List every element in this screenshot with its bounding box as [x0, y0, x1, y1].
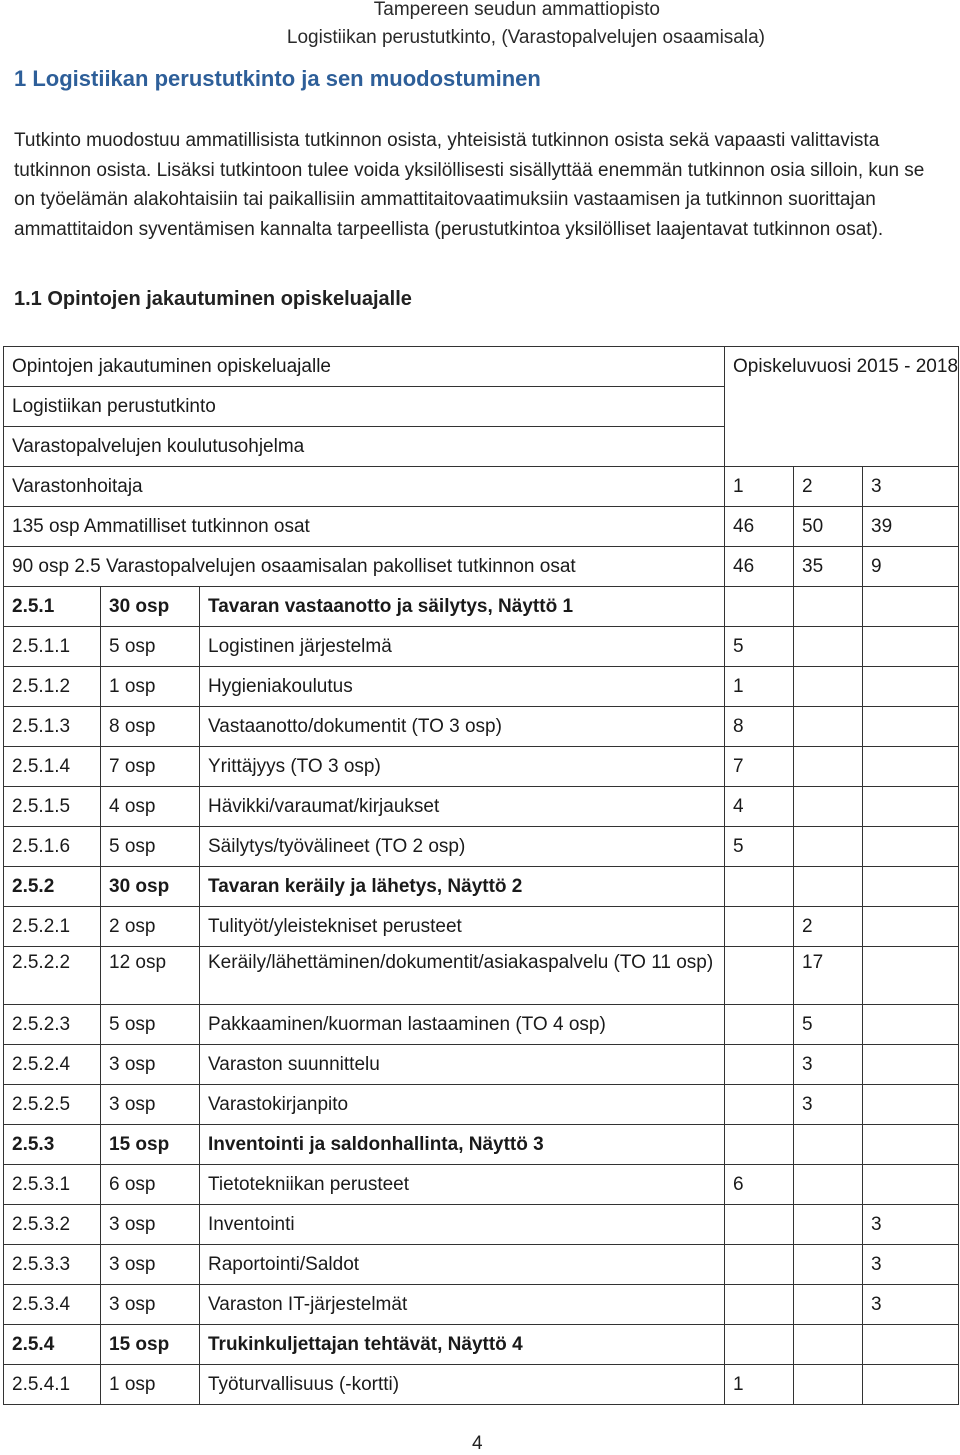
module-credits: 2 osp	[101, 907, 200, 947]
year1-value	[725, 1085, 794, 1125]
year2-value	[794, 1165, 863, 1205]
year1-value	[725, 587, 794, 627]
section-heading: 1 Logistiikan perustutkinto ja sen muodostuminen	[14, 66, 541, 91]
year3-value: 3	[863, 1245, 959, 1285]
year2-value	[794, 1365, 863, 1405]
year3-value	[863, 787, 959, 827]
year1-value	[725, 1325, 794, 1365]
table-row	[4, 907, 959, 947]
module-name: Varastokirjanpito	[200, 1085, 725, 1125]
module-name: Tulityöt/yleistekniset perusteet	[200, 907, 725, 947]
degree-label: Logistiikan perustutkinto	[4, 387, 725, 427]
module-credits: 3 osp	[101, 1285, 200, 1325]
module-credits: 30 osp	[101, 867, 200, 907]
year1-value: 46	[725, 547, 794, 587]
year1-value: 5	[725, 627, 794, 667]
table-row	[4, 1085, 959, 1125]
module-code: 2.5.3.3	[4, 1245, 101, 1285]
year1-value: 8	[725, 707, 794, 747]
module-code: 2.5.2.5	[4, 1085, 101, 1125]
year2-value	[794, 867, 863, 907]
module-code: 2.5.1	[4, 587, 101, 627]
table-row	[4, 947, 959, 1005]
year3-value	[863, 827, 959, 867]
table-row	[4, 587, 959, 627]
module-code: 2.5.4.1	[4, 1365, 101, 1405]
year2-value	[794, 627, 863, 667]
year2-value: 17	[794, 947, 863, 1005]
table-row	[4, 827, 959, 867]
year2-value: 50	[794, 507, 863, 547]
year-3: 3	[863, 467, 959, 507]
table-row	[4, 747, 959, 787]
module-code: 2.5.1.2	[4, 667, 101, 707]
module-code: 2.5.1.3	[4, 707, 101, 747]
module-name: Trukinkuljettajan tehtävät, Näyttö 4	[200, 1325, 725, 1365]
program-label: Varastopalvelujen koulutusohjelma	[4, 427, 725, 467]
year1-value: 5	[725, 827, 794, 867]
year1-value	[725, 1245, 794, 1285]
year3-value	[863, 1045, 959, 1085]
module-credits: 3 osp	[101, 1245, 200, 1285]
year1-value	[725, 1205, 794, 1245]
table-row	[4, 1045, 959, 1085]
year3-value	[863, 1005, 959, 1045]
year2-value	[794, 587, 863, 627]
table-row	[4, 1325, 959, 1365]
module-name: Yrittäjyys (TO 3 osp)	[200, 747, 725, 787]
module-name: Raportointi/Saldot	[200, 1245, 725, 1285]
year3-value	[863, 587, 959, 627]
module-code: 2.5.1.4	[4, 747, 101, 787]
module-name: Inventointi	[200, 1205, 725, 1245]
header-institution: Tampereen seudun ammattiopisto	[373, 0, 660, 20]
module-code: 2.5.3	[4, 1125, 101, 1165]
year2-value	[794, 1125, 863, 1165]
study-year-label: Opiskeluvuosi 2015 - 2018	[725, 347, 959, 467]
year1-value: 1	[725, 1365, 794, 1405]
module-name: Keräily/lähettäminen/dokumentit/asiakaspalvelu (TO 11 osp)	[200, 947, 725, 1005]
year2-value: 5	[794, 1005, 863, 1045]
module-name: Hävikki/varaumat/kirjaukset	[200, 787, 725, 827]
year2-value: 3	[794, 1085, 863, 1125]
year2-value	[794, 667, 863, 707]
year3-value	[863, 947, 959, 1005]
module-credits: 3 osp	[101, 1085, 200, 1125]
year3-value: 9	[863, 547, 959, 587]
summary-label: 90 osp 2.5 Varastopalvelujen osaamisalan pakolliset tutkinnon osat	[4, 547, 725, 587]
page-number: 4	[472, 1433, 483, 1454]
module-name: Tavaran keräily ja lähetys, Näyttö 2	[200, 867, 725, 907]
header-degree: Logistiikan perustutkinto, (Varastopalvelujen osaamisala)	[286, 27, 765, 48]
year3-value	[863, 1125, 959, 1165]
table-row	[4, 867, 959, 907]
year1-value: 46	[725, 507, 794, 547]
module-name: Vastaanotto/dokumentit (TO 3 osp)	[200, 707, 725, 747]
module-name: Varaston IT-järjestelmät	[200, 1285, 725, 1325]
module-credits: 8 osp	[101, 707, 200, 747]
module-code: 2.5.2	[4, 867, 101, 907]
summary-label: 135 osp Ammatilliset tutkinnon osat	[4, 507, 725, 547]
table-head-row	[4, 347, 959, 387]
module-name: Hygieniakoulutus	[200, 667, 725, 707]
year2-value: 2	[794, 907, 863, 947]
table-row	[4, 1125, 959, 1165]
year3-value	[863, 627, 959, 667]
module-name: Inventointi ja saldonhallinta, Näyttö 3	[200, 1125, 725, 1165]
module-code: 2.5.2.4	[4, 1045, 101, 1085]
year-2: 2	[794, 467, 863, 507]
module-code: 2.5.2.2	[4, 947, 101, 1005]
module-credits: 15 osp	[101, 1125, 200, 1165]
year1-value: 6	[725, 1165, 794, 1205]
year1-value: 4	[725, 787, 794, 827]
module-name: Tavaran vastaanotto ja säilytys, Näyttö 1	[200, 587, 725, 627]
table-row	[4, 1165, 959, 1205]
occupation-label: Varastonhoitaja	[4, 467, 725, 507]
module-credits: 7 osp	[101, 747, 200, 787]
module-code: 2.5.1.5	[4, 787, 101, 827]
module-credits: 3 osp	[101, 1045, 200, 1085]
summary-row	[4, 547, 959, 587]
year2-value	[794, 827, 863, 867]
year1-value	[725, 947, 794, 1005]
year1-value: 7	[725, 747, 794, 787]
module-name: Säilytys/työvälineet (TO 2 osp)	[200, 827, 725, 867]
module-credits: 12 osp	[101, 947, 200, 1005]
year2-value	[794, 747, 863, 787]
year3-value	[863, 1325, 959, 1365]
module-name: Tietotekniikan perusteet	[200, 1165, 725, 1205]
module-name: Pakkaaminen/kuorman lastaaminen (TO 4 osp)	[200, 1005, 725, 1045]
year2-value	[794, 787, 863, 827]
module-credits: 30 osp	[101, 587, 200, 627]
table-row	[4, 1245, 959, 1285]
subsection-heading: 1.1 Opintojen jakautuminen opiskeluajalle	[14, 288, 412, 310]
table-row	[4, 667, 959, 707]
year1-value	[725, 1125, 794, 1165]
year2-value	[794, 707, 863, 747]
year3-value	[863, 747, 959, 787]
module-code: 2.5.2.3	[4, 1005, 101, 1045]
module-credits: 5 osp	[101, 827, 200, 867]
module-code: 2.5.2.1	[4, 907, 101, 947]
year1-value	[725, 867, 794, 907]
module-code: 2.5.3.2	[4, 1205, 101, 1245]
module-code: 2.5.3.4	[4, 1285, 101, 1325]
module-credits: 3 osp	[101, 1205, 200, 1245]
table-title: Opintojen jakautuminen opiskeluajalle	[4, 347, 725, 387]
table-row	[4, 1005, 959, 1045]
table-row	[4, 1205, 959, 1245]
year3-value	[863, 667, 959, 707]
table-row	[4, 1365, 959, 1405]
module-name: Varaston suunnittelu	[200, 1045, 725, 1085]
module-code: 2.5.4	[4, 1325, 101, 1365]
module-credits: 15 osp	[101, 1325, 200, 1365]
year1-value: 1	[725, 667, 794, 707]
module-code: 2.5.1.6	[4, 827, 101, 867]
year1-value	[725, 907, 794, 947]
year2-value	[794, 1325, 863, 1365]
table-row	[4, 1285, 959, 1325]
year3-value	[863, 867, 959, 907]
year3-value	[863, 1085, 959, 1125]
year3-value: 39	[863, 507, 959, 547]
module-name: Työturvallisuus (-kortti)	[200, 1365, 725, 1405]
year3-value: 3	[863, 1285, 959, 1325]
year2-value: 3	[794, 1045, 863, 1085]
study-distribution-table	[3, 346, 959, 1405]
year2-value	[794, 1205, 863, 1245]
table-row	[4, 707, 959, 747]
year3-value: 3	[863, 1205, 959, 1245]
module-name: Logistinen järjestelmä	[200, 627, 725, 667]
module-credits: 4 osp	[101, 787, 200, 827]
module-credits: 1 osp	[101, 667, 200, 707]
module-credits: 6 osp	[101, 1165, 200, 1205]
module-credits: 5 osp	[101, 1005, 200, 1045]
year2-value	[794, 1245, 863, 1285]
year3-value	[863, 1365, 959, 1405]
year1-value	[725, 1005, 794, 1045]
module-credits: 1 osp	[101, 1365, 200, 1405]
module-credits: 5 osp	[101, 627, 200, 667]
year-row	[4, 467, 959, 507]
module-code: 2.5.3.1	[4, 1165, 101, 1205]
intro-paragraph: Tutkinto muodostuu ammatillisista tutkinnon osista, yhteisistä tutkinnon osista sekä vapaasti valittavista tutkinnon osista. Lisäksi tutkintoon tulee voida yksilöllisesti sisällyttää enemmän tutkinnon osia silloin, kun se on työelämän alakohtaisiin tai paikallisiin ammattitaitovaatimuksiin vastaamisen ja tutkinnon suorittajan ammattitaidon syventämisen kannalta tarpeellista (perustutkintoa yksilölliset laajentavat tutkinnon osat).	[14, 130, 925, 240]
year3-value	[863, 907, 959, 947]
year-1: 1	[725, 467, 794, 507]
summary-row	[4, 507, 959, 547]
year1-value	[725, 1045, 794, 1085]
table-row	[4, 627, 959, 667]
year2-value: 35	[794, 547, 863, 587]
module-code: 2.5.1.1	[4, 627, 101, 667]
year1-value	[725, 1285, 794, 1325]
year2-value	[794, 1285, 863, 1325]
table-row	[4, 787, 959, 827]
year3-value	[863, 1165, 959, 1205]
year3-value	[863, 707, 959, 747]
